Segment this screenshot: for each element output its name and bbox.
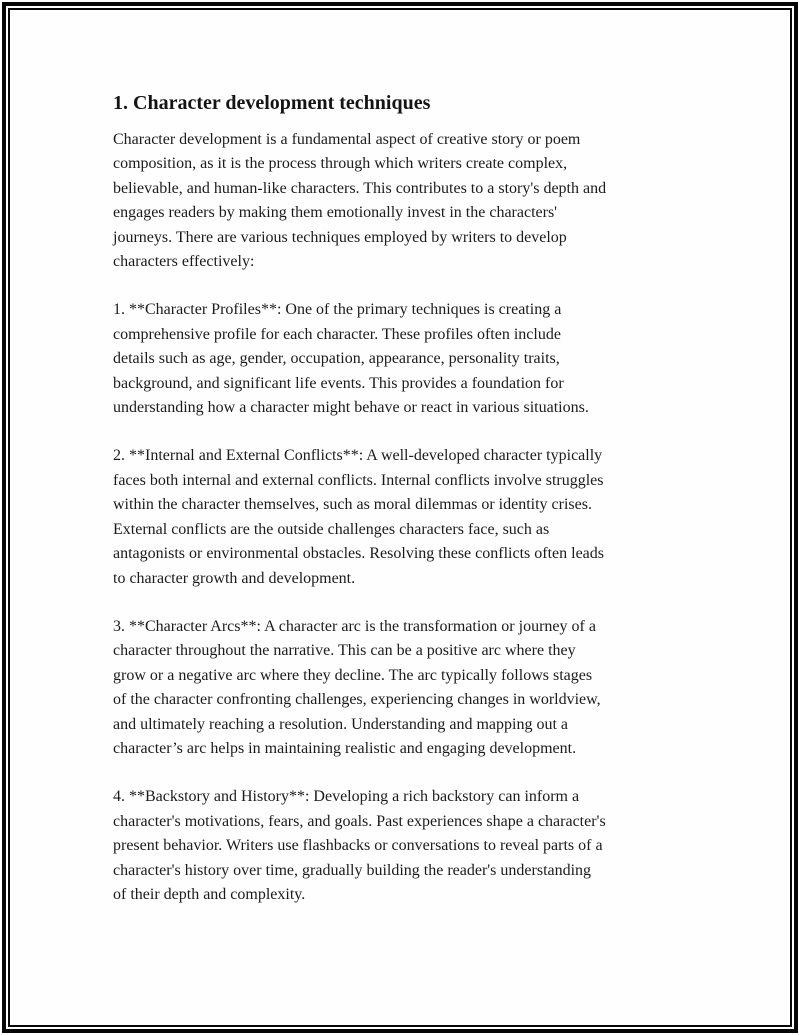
- text-line: of the character confronting challenges, experiencing changes in worldview,: [113, 691, 601, 709]
- text-line: believable, and human-like characters. This contributes to a story's depth and: [113, 179, 607, 197]
- text-line: character's history over time, gradually building the reader's understanding: [113, 861, 592, 879]
- document-title: 1. Character development techniques: [113, 92, 431, 114]
- text-line: faces both internal and external conflicts. Internal conflicts involve struggles: [113, 471, 604, 489]
- paragraph: [113, 444, 750, 590]
- text-line: 3. **Character Arcs**: A character arc is the transformation or journey of a: [113, 617, 596, 635]
- text-line: engages readers by making them emotionally invest in the characters': [113, 204, 558, 222]
- text-line: composition, as it is the process through which writers create complex,: [113, 155, 568, 173]
- text-line: background, and significant life events. This provides a foundation for: [113, 374, 564, 392]
- text-line: External conflicts are the outside challenges characters face, such as: [113, 520, 550, 538]
- text-line: to character growth and development.: [113, 569, 356, 587]
- text-line: of their depth and complexity.: [113, 885, 306, 903]
- text-line: characters effectively:: [113, 253, 255, 271]
- text-line: 4. **Backstory and History**: Developing a rich backstory can inform a: [113, 788, 580, 806]
- paragraph: [113, 298, 750, 420]
- page-border-outer: [2, 2, 798, 1033]
- text-line: present behavior. Writers use flashbacks or conversations to reveal parts of a: [113, 837, 603, 855]
- paragraph: [113, 128, 750, 274]
- text-line: character throughout the narrative. This can be a positive arc where they: [113, 642, 576, 660]
- text-line: character's motivations, fears, and goals. Past experiences shape a character's: [113, 812, 606, 830]
- text-line: 1. **Character Profiles**: One of the primary techniques is creating a: [113, 301, 562, 319]
- paragraph: [113, 785, 750, 907]
- text-line: 2. **Internal and External Conflicts**: A well-developed character typically: [113, 447, 603, 465]
- text-line: grow or a negative arc where they decline. The arc typically follows stages: [113, 666, 593, 684]
- text-line: and ultimately reaching a resolution. Understanding and mapping out a: [113, 715, 568, 733]
- text-line: within the character themselves, such as moral dilemmas or identity crises.: [113, 496, 592, 514]
- page-border-inner: [8, 8, 792, 1027]
- text-line: character’s arc helps in maintaining realistic and engaging development.: [113, 739, 577, 757]
- document-page: [10, 10, 790, 907]
- text-line: comprehensive profile for each character. These profiles often include: [113, 325, 561, 343]
- text-line: journeys. There are various techniques employed by writers to develop: [113, 228, 567, 246]
- document-body: [113, 128, 750, 907]
- paragraph: [113, 615, 750, 761]
- text-line: antagonists or environmental obstacles. Resolving these conflicts often leads: [113, 545, 604, 563]
- text-line: details such as age, gender, occupation, appearance, personality traits,: [113, 350, 560, 368]
- text-line: Character development is a fundamental aspect of creative story or poem: [113, 131, 581, 148]
- text-line: understanding how a character might behave or react in various situations.: [113, 399, 589, 417]
